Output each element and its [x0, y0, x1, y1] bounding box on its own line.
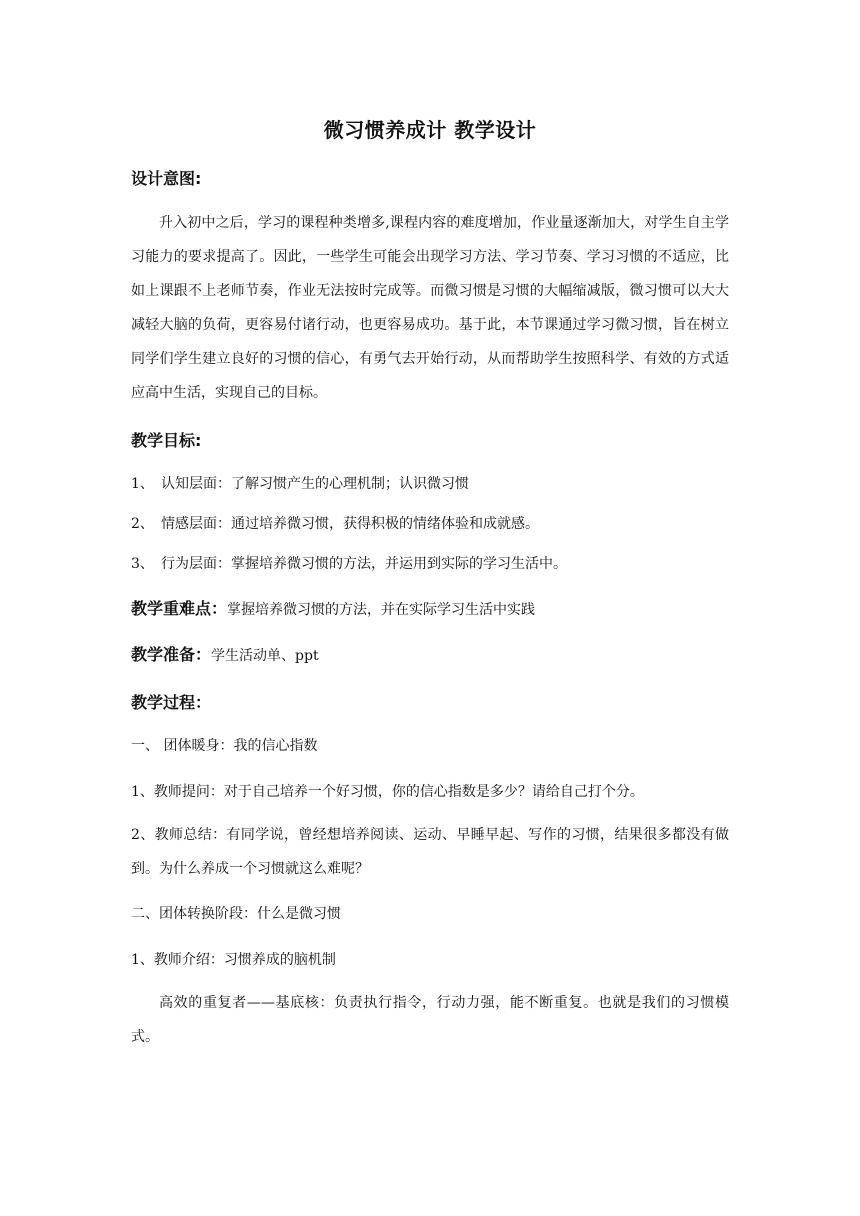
- objective-item-3: [131, 554, 729, 574]
- objective-text: 情感层面：通过培养微习惯，获得积极的情绪体验和成就感。: [161, 516, 539, 532]
- preparation-label: 教学准备：: [131, 645, 212, 664]
- objective-item-1: [131, 474, 729, 494]
- process-section-2-title: 二、团体转换阶段：什么是微习惯: [131, 906, 341, 922]
- objective-number: 2、: [131, 516, 154, 532]
- objective-text: 行为层面：掌握培养微习惯的方法，并运用到实际的学习生活中。: [161, 556, 567, 572]
- key-points-text: 掌握培养微习惯的方法，并在实际学习生活中实践: [227, 602, 536, 618]
- design-intent-heading: 设计意图:: [131, 169, 202, 188]
- objective-number: 3、: [131, 556, 154, 572]
- objective-item-2: [131, 514, 729, 534]
- objective-number: 1、: [131, 476, 154, 492]
- objectives-heading: 教学目标:: [131, 431, 202, 450]
- design-intent-paragraph: 升入初中之后，学习的课程种类增多,课程内容的难度增加，作业量逐渐加大，对学生自主学习能力的要求提高了。因此，一些学生可能会出现学习方法、学习节奏、学习习惯的不适应，比如上课跟不上老师节奏，作业无法按时完成等。而微习惯是习惯的大幅缩减版，微习惯可以大大减轻大脑的负荷，更容易付诸行动，也更容易成功。基于此，本节课通过学习微习惯，旨在树立同学们学生建立良好的习惯的信心，有勇气去开始行动，从而帮助学生按照科学、有效的方式适应高中生活，实现自己的目标。: [131, 215, 729, 401]
- objective-text: 认知层面：了解习惯产生的心理机制；认识微习惯: [161, 476, 469, 492]
- preparation: [131, 645, 729, 666]
- process-section-1-title: 一、 团体暖身：我的信心指数: [131, 738, 318, 754]
- process-section-2-item-1: 1、教师介绍：习惯养成的脑机制: [131, 952, 336, 968]
- key-points-label: 教学重难点：: [131, 599, 228, 618]
- process-section-1-item-1: 1、教师提问：对于自己培养一个好习惯，你的信心指数是多少？请给自己打个分。: [131, 784, 644, 800]
- key-points: [131, 599, 729, 620]
- process-section-1-item-2: 2、教师总结：有同学说，曾经想培养阅读、运动、早睡早起、写作的习惯，结果很多都没有做到。为什么养成一个习惯就这么难呢？: [131, 827, 729, 877]
- preparation-text: 学生活动单、ppt: [211, 648, 319, 664]
- process-heading: 教学过程：: [131, 693, 212, 712]
- document-title: 微习惯养成计 教学设计: [323, 118, 537, 142]
- process-section-2-paragraph: 高效的重复者——基底核：负责执行指令，行动力强，能不断重复。也就是我们的习惯模式。: [131, 995, 729, 1045]
